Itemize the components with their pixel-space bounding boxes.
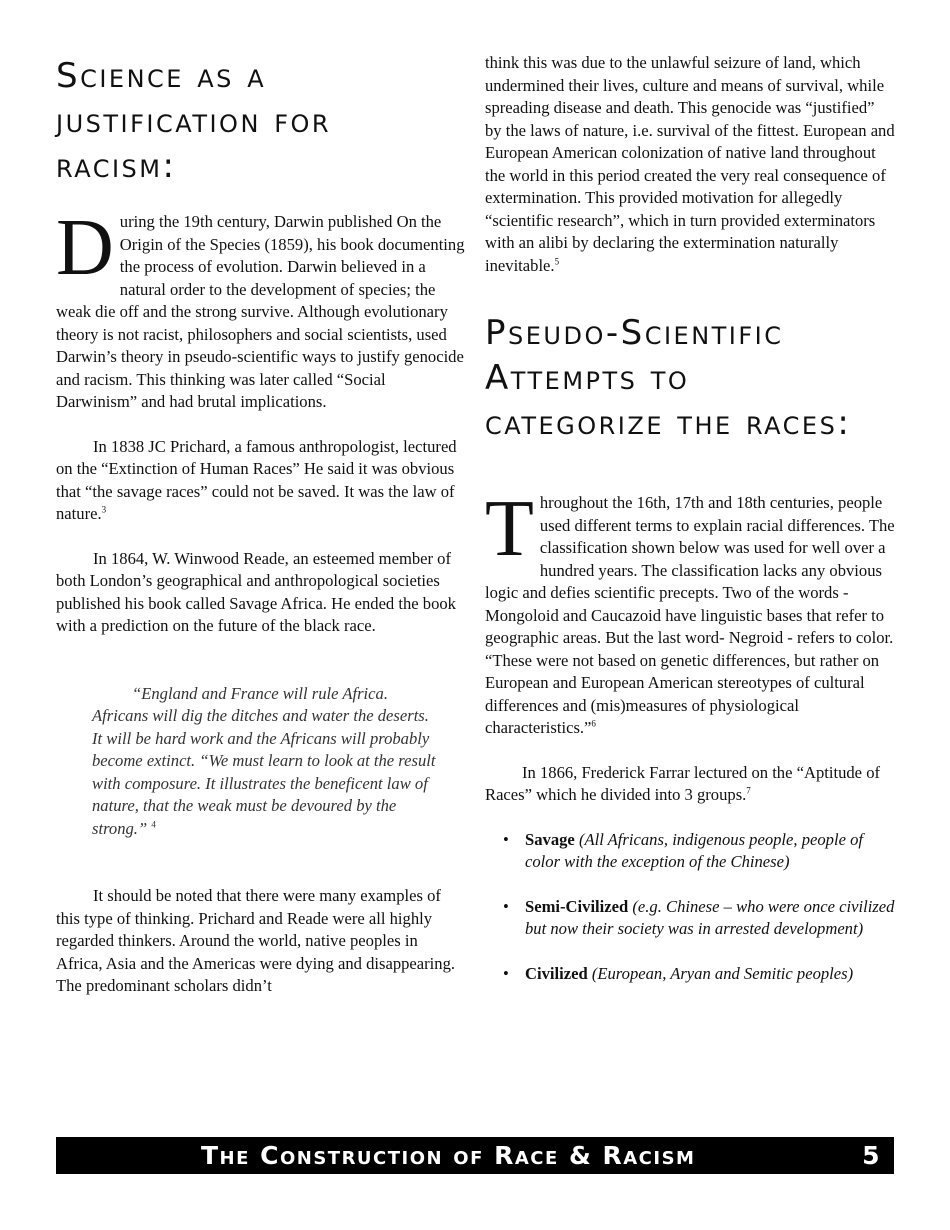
left-column: [56, 54, 466, 998]
list-item: [485, 829, 895, 874]
footnote-marker: 6: [591, 718, 596, 729]
paragraph-text: In 1838 JC Prichard, a famous anthropologist, lectured on the “Extinction of Human Races” He said it was obvious that “the savage races” could not be saved. It was the law of nature.: [56, 436, 457, 523]
section-heading-science: Science as a justification for racism:: [56, 56, 332, 186]
paragraph-text: think this was due to the unlawful seizure of land, which undermined their lives, culture and means of survival, while spreading disease and death. This genocide was “justified” by the laws of nature, i.e. survival of the fittest. European and European American colonization of native land throughout the world in this period created the very real consequence of extermination. This provided motivation for allegedly “scientific research”, which in turn provided exterminators with an alibi by declaring the extermination naturally inevitable.: [485, 53, 895, 275]
paragraph-continued: [485, 52, 895, 277]
paragraph-text: uring the 19th century, Darwin published On the Origin of the Species (1859), his book documenting the process of evolution. Darwin believed in a natural order to the development of species; the weak die off and the strong survive. Although evolutionary theory is not racist, philosophers and social scientists, used Darwin’s theory in pseudo-scientific ways to justify genocide and racism. This thinking was later called “Social Darwinism” and had brutal implications.: [56, 212, 465, 411]
group-description: (e.g. Chinese – who were once civilized but now their society was in arrested development): [525, 896, 895, 938]
bullet-icon: •: [503, 896, 509, 916]
page-number: 5: [862, 1141, 881, 1170]
drop-cap: D: [56, 204, 114, 292]
group-term: Savage: [525, 829, 575, 849]
group-description: (European, Aryan and Semitic peoples): [591, 963, 854, 983]
section-heading-pseudo-scientific: Pseudo-Scientific Attempts to categorize the races:: [485, 313, 852, 443]
group-term: Semi-Civilized: [525, 896, 629, 916]
footnote-marker: 4: [151, 818, 156, 829]
block-quote: [92, 683, 442, 841]
list-item: [485, 963, 895, 986]
paragraph-text: In 1864, W. Winwood Reade, an esteemed member of both London’s geographical and anthropological societies published his book called Savage Africa. He ended the book with a prediction on the future of the black race.: [56, 548, 456, 635]
footnote-marker: 3: [101, 504, 107, 515]
footnote-marker: 7: [746, 785, 751, 796]
race-groups-list: [485, 829, 895, 986]
paragraph-text: hroughout the 16th, 17th and 18th centuries, people used different terms to explain racial differences. The classification shown below was used for well over a hundred years. The classification lacks any obvious logic and defies scientific precepts. Two of the words - Mongoloid and Caucazoid have linguistic bases that refer to geographic areas. But the last word- Negroid - refers to color. “These were not based on genetic differences, but rather on European and European American stereotypes of cultural differences and (mis)measures of physiological characteristics.”: [485, 493, 895, 737]
bullet-icon: •: [503, 963, 509, 983]
group-description: (All Africans, indigenous people, people of color with the exception of the Chinese): [525, 829, 863, 871]
paragraph-farrar: [485, 762, 895, 807]
drop-cap: T: [485, 485, 534, 573]
footnote-marker: 5: [554, 255, 560, 266]
quote-text: “England and France will rule Africa. Africans will dig the ditches and water the deserts. It will be hard work and the Africans will probably become extinct. “We must learn to look at the result with composure. It illustrates the beneficent law of nature, that the weak must be devoured by the strong.”: [92, 683, 436, 838]
list-item: [485, 896, 895, 941]
paragraph-text: It should be noted that there were many examples of this type of thinking. Prichard and Reade were all highly regarded thinkers. Around the world, native peoples in Africa, Asia and the Americas were dying and disappearing. The predominant scholars didn’t: [56, 886, 456, 995]
bullet-icon: •: [503, 829, 509, 849]
paragraph-text: In 1866, Frederick Farrar lectured on the “Aptitude of Races” which he divided into 3 groups.: [485, 762, 881, 804]
footer-bar: [56, 1137, 894, 1174]
footer-title: The Construction of Race & Racism: [201, 1141, 696, 1170]
group-term: Civilized: [525, 963, 588, 983]
right-column: [485, 52, 895, 985]
paragraph-classification: [485, 485, 895, 740]
paragraph-reade: [56, 548, 466, 638]
paragraph-darwin: [56, 204, 466, 414]
paragraph-examples: [56, 885, 466, 998]
paragraph-prichard: [56, 436, 466, 526]
